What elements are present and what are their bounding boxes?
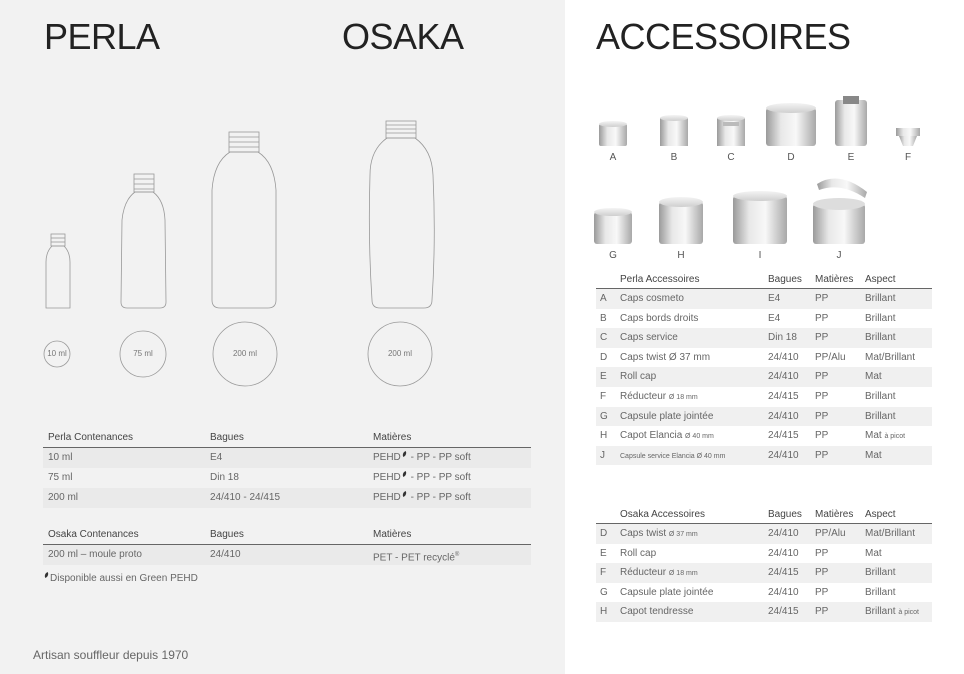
accessory-name: Capsule plate jointée xyxy=(620,410,714,422)
cap-g-image xyxy=(594,208,632,244)
cap-letter: G xyxy=(609,250,617,261)
accessory-name: Caps bords droits xyxy=(620,312,699,324)
cell-aspect: Brillant xyxy=(865,312,896,324)
accessory-name: Caps twist xyxy=(620,528,669,539)
table-row xyxy=(596,309,932,329)
cell-bague: 24/410 xyxy=(768,547,799,559)
cell-capacity: 200 ml xyxy=(48,492,79,503)
row-letter: G xyxy=(600,410,608,422)
column-header: Matières xyxy=(815,274,854,285)
row-letter: F xyxy=(600,567,607,579)
cell-aspect: Brillant xyxy=(865,332,896,344)
cell-matiere: PP/Alu xyxy=(815,528,846,539)
row-letter: C xyxy=(600,332,608,344)
accessory-name: Capsule plate jointée xyxy=(620,586,714,598)
column-header: Aspect xyxy=(865,509,896,520)
row-letter: E xyxy=(600,547,607,559)
cell-bague: Din 18 xyxy=(768,332,797,344)
table-header xyxy=(596,505,932,524)
cap-letter: H xyxy=(677,250,685,261)
cell-bague: 24/415 xyxy=(768,606,799,618)
cell-bague: 24/410 - 24/415 xyxy=(210,492,281,503)
table-row xyxy=(596,446,932,466)
table-row xyxy=(596,602,932,622)
table-row xyxy=(43,468,531,488)
leaf-icon xyxy=(401,451,407,457)
cell-bague: 24/410 xyxy=(768,528,799,539)
registered-mark: ® xyxy=(454,552,460,558)
cell-matiere: PP xyxy=(815,547,829,559)
table-row xyxy=(596,387,932,407)
column-header: Osaka Accessoires xyxy=(620,509,706,520)
row-letter: J xyxy=(600,449,605,461)
column-header: Bagues xyxy=(768,509,802,520)
osaka-accessories-table xyxy=(596,505,932,625)
table-row xyxy=(43,488,531,508)
cap-f-image xyxy=(896,128,920,146)
cell-matiere: PEHD xyxy=(373,452,401,463)
table-row xyxy=(43,448,531,468)
bottle-75ml-image xyxy=(121,174,166,308)
row-letter: G xyxy=(600,586,608,598)
column-header: Matières xyxy=(373,432,412,443)
table-row xyxy=(596,407,932,427)
column-header: Matières xyxy=(373,529,412,540)
cap-letter: E xyxy=(847,152,855,163)
accessory-name-detail: Capsule service Elancia Ø 40 mm xyxy=(620,452,726,460)
column-header: Perla Accessoires xyxy=(620,274,700,285)
row-letter: D xyxy=(600,528,608,539)
cell-aspect: Brillant xyxy=(865,410,896,422)
cell-aspect: Mat xyxy=(865,547,882,559)
cap-letter: B xyxy=(670,152,678,163)
table-row xyxy=(596,524,932,544)
cell-bague: Din 18 xyxy=(210,472,239,483)
cell-matiere-rest: - PP - PP soft xyxy=(407,472,471,483)
table-row xyxy=(596,367,932,387)
row-letter: B xyxy=(600,312,607,324)
accessory-name: Capot tendresse xyxy=(620,606,694,618)
cap-letter: J xyxy=(836,250,842,261)
leaf-icon xyxy=(43,572,49,578)
cell-aspect: Brillant xyxy=(865,391,896,402)
accessory-name: Roll cap xyxy=(620,371,657,383)
cell-matiere-rest: - PP - PP soft xyxy=(407,452,471,463)
cell-matiere: PP xyxy=(815,332,829,344)
table-header xyxy=(43,428,531,448)
cell-capacity: 10 ml xyxy=(48,452,73,463)
row-letter: H xyxy=(600,606,608,618)
cell-aspect: Brillant xyxy=(865,586,896,598)
row-letter: E xyxy=(600,371,607,383)
table-row xyxy=(596,348,932,368)
cell-bague: 24/410 xyxy=(768,351,799,363)
accessory-name-detail: Ø 40 mm xyxy=(685,433,714,441)
bottle-osaka-200ml-image xyxy=(369,121,434,308)
perla-capacity-table xyxy=(43,428,531,508)
row-letter: H xyxy=(600,430,608,442)
cell-matiere: PEHD xyxy=(373,492,401,503)
cap-letter: I xyxy=(758,250,762,261)
column-header: Bagues xyxy=(768,274,802,285)
footer-tagline: Artisan souffleur depuis 1970 xyxy=(33,648,189,662)
footnote xyxy=(43,573,198,584)
cap-letter: F xyxy=(904,152,912,163)
accessory-name-detail: Ø 18 mm xyxy=(668,394,698,401)
cell-aspect: Mat xyxy=(865,371,882,383)
perla-accessories-table xyxy=(596,270,932,470)
cell-aspect-detail: à picot xyxy=(884,433,906,441)
cell-matiere: PP xyxy=(815,586,829,598)
cell-matiere: PP xyxy=(815,391,829,402)
cell-matiere: PET - PET recyclé xyxy=(373,552,455,564)
row-letter: F xyxy=(600,391,607,402)
accessory-name-detail: Ø 18 mm xyxy=(668,570,698,578)
cap-i-image xyxy=(733,191,787,244)
capacity-label: 200 ml xyxy=(387,349,412,358)
cell-matiere: PP xyxy=(815,430,829,442)
capacity-label: 200 ml xyxy=(232,349,257,358)
cell-matiere-rest: - PP - PP soft xyxy=(407,492,471,503)
footnote-text: Disponible aussi en Green PEHD xyxy=(50,573,198,584)
column-header: Aspect xyxy=(865,274,896,285)
bottles-illustration xyxy=(0,0,565,400)
capacity-label: 10 ml xyxy=(47,349,67,358)
accessory-name: Capot Elancia xyxy=(620,430,686,442)
cell-aspect: Brillant xyxy=(865,567,896,579)
column-header: Osaka Contenances xyxy=(48,529,139,540)
table-row xyxy=(596,563,932,583)
accessory-name: Réducteur xyxy=(620,391,669,402)
cell-bague: 24/415 xyxy=(768,567,799,579)
osaka-capacity-table xyxy=(43,525,531,565)
column-header: Perla Contenances xyxy=(48,432,134,443)
cap-j-image xyxy=(813,179,867,244)
cell-bague: 24/410 xyxy=(768,410,799,422)
cell-matiere: PP xyxy=(815,449,829,461)
cell-bague: 24/410 xyxy=(210,549,241,560)
cap-c-image xyxy=(717,115,745,146)
accessory-name: Roll cap xyxy=(620,547,657,559)
cell-matiere: PP xyxy=(815,567,829,579)
cell-matiere: PP xyxy=(815,293,829,304)
cell-aspect: Mat xyxy=(865,449,882,461)
cell-matiere: PP xyxy=(815,410,829,422)
column-header: Bagues xyxy=(210,432,244,443)
row-letter: D xyxy=(600,351,608,363)
accessory-name: Caps service xyxy=(620,332,678,344)
table-row xyxy=(596,544,932,564)
cell-aspect: Mat/Brillant xyxy=(865,528,916,539)
cap-b-image xyxy=(660,115,688,146)
cell-capacity: 200 ml – moule proto xyxy=(48,549,142,560)
table-header xyxy=(596,270,932,289)
cell-aspect: Brillant xyxy=(865,293,896,304)
column-header: Matières xyxy=(815,509,854,520)
accessory-name-detail: Ø 37 mm xyxy=(668,531,698,538)
cell-bague: 24/415 xyxy=(768,430,799,442)
perla-title: PERLA xyxy=(44,16,160,57)
table-row xyxy=(596,583,932,603)
cell-bague: 24/410 xyxy=(768,449,799,461)
cell-aspect: Brillant xyxy=(865,606,899,618)
cell-capacity: 75 ml xyxy=(48,472,73,483)
cap-letter: A xyxy=(609,152,617,163)
cap-letter: D xyxy=(787,152,795,163)
cell-matiere: PP/Alu xyxy=(815,351,846,363)
cell-aspect-detail: à picot xyxy=(898,609,919,617)
cell-matiere: PP xyxy=(815,606,829,618)
leaf-icon xyxy=(401,471,407,477)
bottle-10ml-image xyxy=(46,234,70,308)
cell-bague: 24/415 xyxy=(768,391,799,402)
cell-aspect: Mat xyxy=(865,430,885,442)
capacity-label: 75 ml xyxy=(133,349,153,358)
cap-e-image xyxy=(835,96,867,146)
osaka-title: OSAKA xyxy=(342,16,464,57)
table-row xyxy=(596,426,932,446)
caps-illustration xyxy=(565,0,964,270)
cell-matiere: PP xyxy=(815,312,829,324)
row-letter: A xyxy=(600,293,607,304)
cell-bague: E4 xyxy=(210,452,223,463)
right-page xyxy=(565,0,964,674)
cap-a-image xyxy=(599,121,627,146)
table-row xyxy=(43,545,531,565)
table-header xyxy=(43,525,531,545)
cap-letter: C xyxy=(727,152,735,163)
table-row xyxy=(596,328,932,348)
cell-bague: E4 xyxy=(768,293,781,304)
column-header: Bagues xyxy=(210,529,244,540)
bottle-perla-200ml-image xyxy=(212,132,276,308)
accessory-name: Caps cosmeto xyxy=(620,293,684,304)
accessory-name: Réducteur xyxy=(620,567,669,579)
table-row xyxy=(596,289,932,309)
accessory-name: Caps twist Ø 37 mm xyxy=(620,351,711,363)
cell-matiere: PP xyxy=(815,371,829,383)
cell-bague: E4 xyxy=(768,312,781,324)
cell-bague: 24/410 xyxy=(768,371,799,383)
accessories-title: ACCESSOIRES xyxy=(596,16,851,57)
cell-bague: 24/410 xyxy=(768,586,799,598)
cap-h-image xyxy=(659,197,703,244)
cell-matiere: PEHD xyxy=(373,472,401,483)
cap-d-image xyxy=(766,103,816,146)
leaf-icon xyxy=(401,491,407,497)
cell-aspect: Mat/Brillant xyxy=(865,351,916,363)
